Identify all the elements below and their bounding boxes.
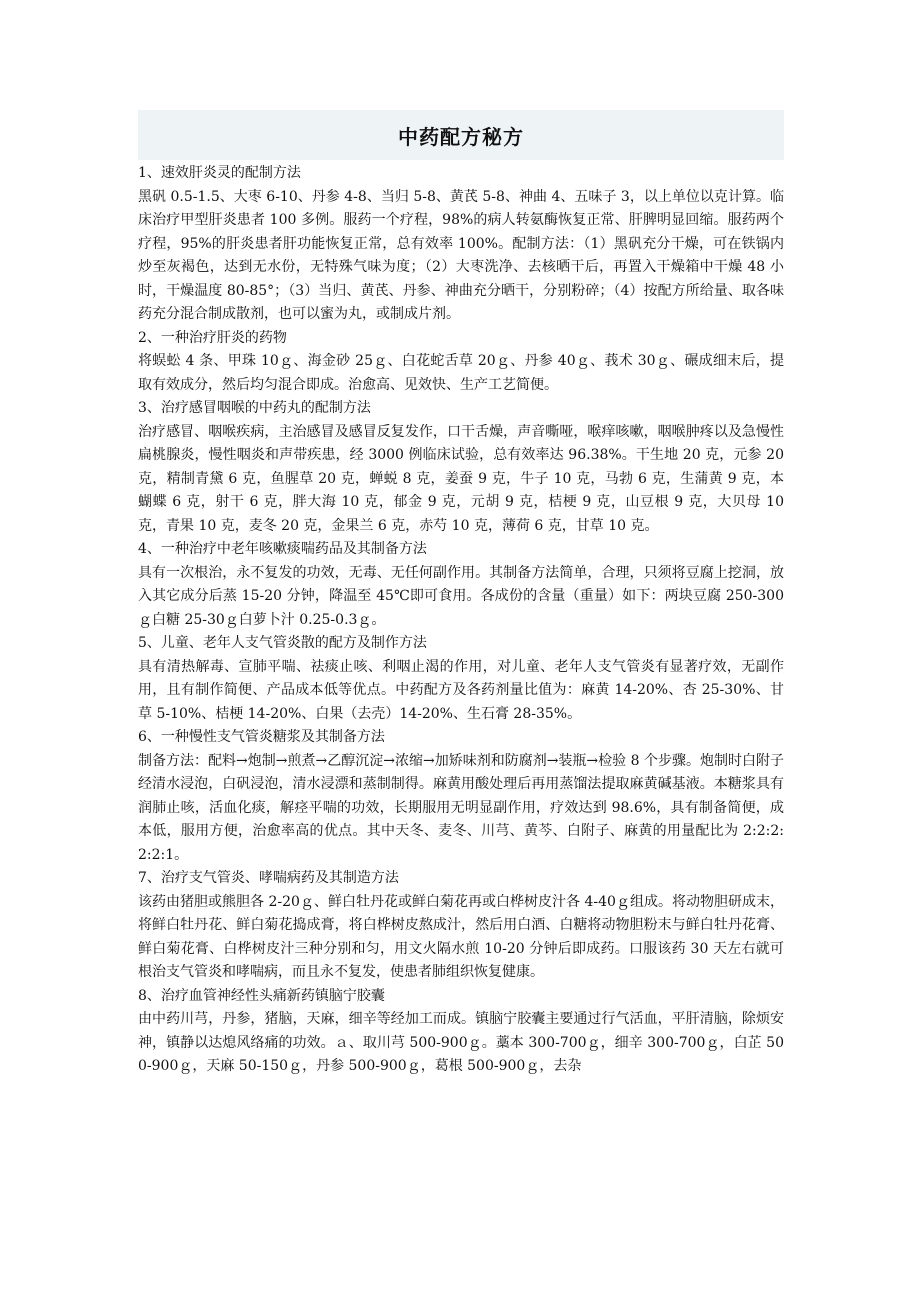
section-3 — [138, 397, 784, 538]
section-heading: 5、儿童、老年人支气管炎散的配方及制作方法 — [138, 635, 427, 651]
section-4 — [138, 538, 784, 632]
section-6 — [138, 726, 784, 867]
section-body: 具有清热解毒、宣肺平喘、祛痰止咳、利咽止渴的作用，对儿童、老年人支气管炎有显著疗效，无副作用，且有制作简便、产品成本低等优点。中药配方及各药剂量比值为：麻黄 14-20%、杏 25-30%、甘草 5-10%、桔梗 14-20%、白果（去壳）14-20%、生石膏 28-35%。 — [138, 658, 784, 722]
section-heading: 1、速效肝炎灵的配制方法 — [138, 165, 301, 181]
section-5 — [138, 632, 784, 726]
section-body: 黑矾 0.5-1.5、大枣 6-10、丹参 4-8、当归 5-8、黄芪 5-8、神曲 4、五味子 3，以上单位以克计算。临床治疗甲型肝炎患者 100 多例。服药一个疗程，98%的病人转氨酶恢复正常、肝脾明显回缩。服药两个疗程，95%的肝炎患者肝功能恢复正常，总有效率 100%。配制方法：（1）黑矾充分干燥，可在铁锅内炒至灰褐色，达到无水份，无特殊气味为度；（2）大枣洗净、去核晒干后，再置入干燥箱中干燥 48 小时，干燥温度 80-85°；（3）当归、黄芪、丹参、神曲充分晒干，分别粉碎；（4）按配方所给量、取各味药充分混合制成散剂，也可以蜜为丸，或制成片剂。 — [138, 188, 784, 322]
section-heading: 6、一种慢性支气管炎糖浆及其制备方法 — [138, 729, 385, 745]
page-title: 中药配方秘方 — [398, 124, 524, 149]
section-heading: 7、治疗支气管炎、哮喘病药及其制造方法 — [138, 870, 399, 886]
section-heading: 3、治疗感冒咽喉的中药丸的配制方法 — [138, 400, 371, 416]
section-2 — [138, 327, 784, 398]
section-body: 治疗感冒、咽喉疾病，主治感冒及感冒反复发作，口干舌燥，声音嘶哑，喉痒咳嗽，咽喉肿疼以及急慢性扁桃腺炎，慢性咽炎和声带疾患，经 3000 例临床试验，总有效率达 96.38%。干生地 20 克，元参 20 克，精制青黛 6 克，鱼腥草 20 克，蝉蜕 8 克，姜蚕 9 克，牛子 10 克，马勃 6 克，生蒲黄 9 克，本蝴蝶 6 克，射干 6 克，胖大海 10 克，郁金 9 克，元胡 9 克，桔梗 9 克，山豆根 9 克，大贝母 10 克，青果 10 克，麦冬 20 克，金果兰 6 克，赤芍 10 克，薄荷 6 克，甘草 10 克。 — [138, 423, 784, 534]
section-body: 将蜈蚣 4 条、甲珠 10ｇ、海金砂 25ｇ、白花蛇舌草 20ｇ、丹参 40ｇ、莪术 30ｇ、碾成细末后，提取有效成分，然后均匀混合即成。治愈高、见效快、生产工艺简便。 — [138, 353, 784, 393]
document-page — [138, 110, 784, 1079]
section-8 — [138, 985, 784, 1079]
section-heading: 8、治疗血管神经性头痛新药镇脑宁胶囊 — [138, 987, 385, 1004]
section-body: 具有一次根治，永不复发的功效，无毒、无任何副作用。其制备方法简单，合理，只须将豆腐上挖洞，放入其它成分后蒸 15-20 分钟，降温至 45℃即可食用。各成份的含量（重量）如下：两块豆腐 250-300ｇ白糖 25-30ｇ白萝卜汁 0.25-0.3ｇ。 — [138, 564, 784, 628]
section-7 — [138, 867, 784, 985]
section-body: 由中药川芎，丹参，猪脑，天麻，细辛等经加工而成。镇脑宁胶囊主要通过行气活血，平肝清脑，除烦安神，镇静以达熄风络痛的功效。ａ、取川芎 500-900ｇ。藁本 300-700ｇ，细辛 300-700ｇ，白芷 500-900ｇ，天麻 50-150ｇ，丹参 500-900ｇ，葛根 500-900ｇ，去杂 — [138, 1011, 784, 1074]
title-bar — [138, 110, 784, 160]
section-heading: 4、一种治疗中老年咳嗽痰喘药品及其制备方法 — [138, 541, 427, 557]
section-heading: 2、一种治疗肝炎的药物 — [138, 329, 287, 346]
section-body: 该药由猪胆或熊胆各 2-20ｇ、鲜白牡丹花或鲜白菊花再或白桦树皮汁各 4-40ｇ组成。将动物胆研成末，将鲜白牡丹花、鲜白菊花捣成膏，将白桦树皮熬成汁，然后用白酒、白糖将动物胆粉末与鲜白牡丹花膏、鲜白菊花膏、白桦树皮汁三种分别和匀，用文火隔水煎 10-20 分钟后即成药。口服该药 30 天左右就可根治支气管炎和哮喘病，而且永不复发，使患者肺组织恢复健康。 — [138, 893, 784, 980]
section-body: 制备方法：配料→炮制→煎煮→乙醇沉淀→浓缩→加矫味剂和防腐剂→装瓶→检验 8 个步骤。炮制时白附子经清水浸泡，白矾浸泡，清水浸漂和蒸制制得。麻黄用酸处理后再用蒸馏法提取麻黄碱基液。本糖浆具有润肺止咳，活血化痰，解痉平喘的功效，长期服用无明显副作用，疗效达到 98.6%，具有制备简便，成本低，服用方便，治愈率高的优点。其中天冬、麦冬、川芎、黄芩、白附子、麻黄的用量配比为 2:2:2:2:2:1。 — [138, 752, 784, 863]
section-1 — [138, 162, 784, 327]
